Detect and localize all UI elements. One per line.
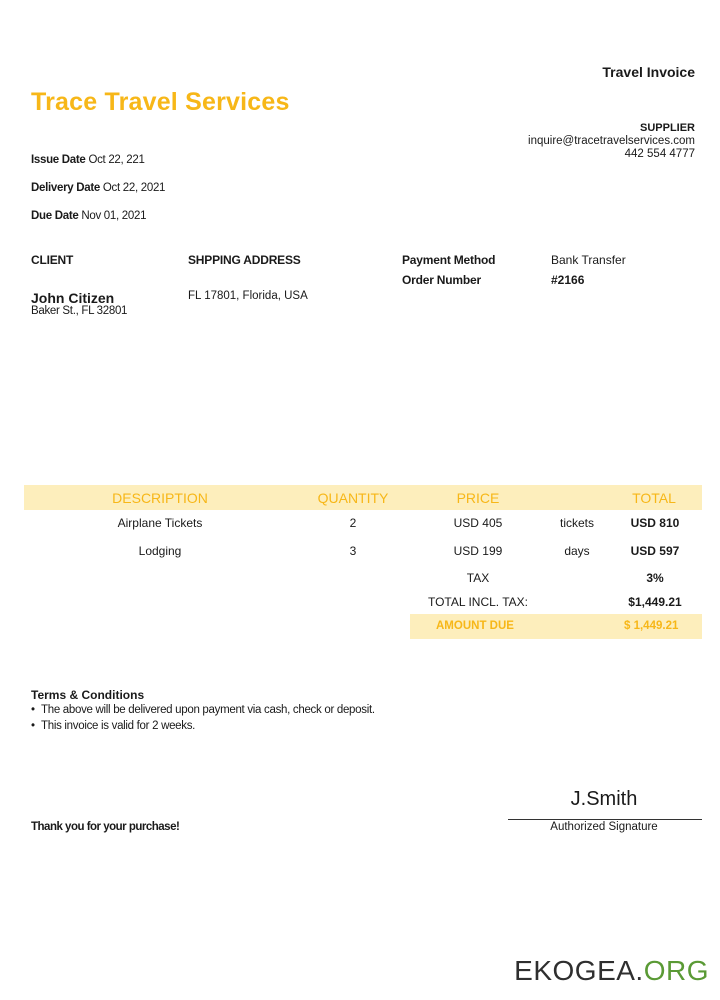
total-incl-tax-value: $1,449.21: [628, 595, 682, 609]
row-2-price: USD 199: [453, 544, 503, 558]
amount-due-label: AMOUNT DUE: [436, 620, 514, 632]
issue-date-line: [31, 154, 145, 166]
terms-title: Terms & Conditions: [31, 688, 145, 702]
terms-bullet: •: [31, 704, 35, 716]
row-1-total: USD 810: [630, 516, 680, 530]
tax-value: 3%: [646, 571, 664, 585]
due-date-label: Due Date: [31, 210, 79, 222]
due-date-value: Nov 01, 2021: [81, 210, 147, 222]
shipping-address: FL 17801, Florida, USA: [188, 290, 308, 302]
row-1-price: USD 405: [453, 516, 503, 530]
supplier-phone: 442 554 4777: [624, 148, 695, 160]
terms-item: [31, 704, 375, 716]
issue-date-value: Oct 22, 221: [88, 154, 145, 166]
thank-you-note: Thank you for your purchase!: [31, 821, 180, 833]
payment-method-value: Bank Transfer: [551, 253, 626, 267]
amount-due-value: $ 1,449.21: [624, 620, 679, 632]
supplier-email: inquire@tracetravelservices.com: [528, 135, 695, 147]
row-1-unit: tickets: [559, 516, 594, 530]
watermark-part-b: ORG: [643, 955, 709, 986]
row-1-quantity: 2: [349, 516, 357, 530]
delivery-date-line: [31, 182, 165, 194]
supplier-label: SUPPLIER: [639, 122, 695, 134]
payment-method-label: Payment Method: [402, 253, 496, 267]
issue-date-label: Issue Date: [31, 154, 86, 166]
terms-bullet: •: [31, 720, 35, 732]
client-address: Baker St., FL 32801: [31, 305, 128, 317]
delivery-date-label: Delivery Date: [31, 182, 100, 194]
company-name: Trace Travel Services: [31, 88, 290, 116]
header-price: PRICE: [456, 490, 500, 506]
header-quantity: QUANTITY: [317, 490, 389, 506]
order-number-value: #2166: [551, 273, 585, 287]
watermark-part-a: EKOGEA.: [514, 955, 644, 986]
order-number-label: Order Number: [402, 273, 481, 287]
watermark: [514, 955, 709, 987]
terms-item-text: The above will be delivered upon payment via cash, check or deposit.: [41, 704, 375, 716]
tax-label: TAX: [466, 571, 490, 585]
row-2-description: Lodging: [138, 544, 182, 558]
shipping-label: SHPPING ADDRESS: [188, 253, 301, 267]
signature-line: [508, 819, 702, 820]
terms-item-text: This invoice is valid for 2 weeks.: [41, 720, 196, 732]
row-2-quantity: 3: [349, 544, 357, 558]
terms-item: [31, 720, 195, 732]
signature-name: J.Smith: [570, 788, 638, 810]
row-1-description: Airplane Tickets: [117, 516, 203, 530]
signature-caption: Authorized Signature: [550, 821, 658, 833]
document-title: Travel Invoice: [602, 64, 695, 80]
due-date-line: [31, 210, 146, 222]
header-description: DESCRIPTION: [112, 490, 208, 506]
amount-due-bar: [410, 614, 702, 639]
client-label: CLIENT: [31, 253, 74, 267]
delivery-date-value: Oct 22, 2021: [102, 182, 166, 194]
row-2-total: USD 597: [630, 544, 680, 558]
total-incl-tax-label: TOTAL INCL. TAX:: [427, 595, 529, 609]
client-name: John Citizen: [31, 290, 115, 306]
row-2-unit: days: [564, 544, 590, 558]
supplier-block: [528, 122, 695, 161]
header-total: TOTAL: [632, 490, 676, 506]
table-header: [24, 485, 702, 510]
